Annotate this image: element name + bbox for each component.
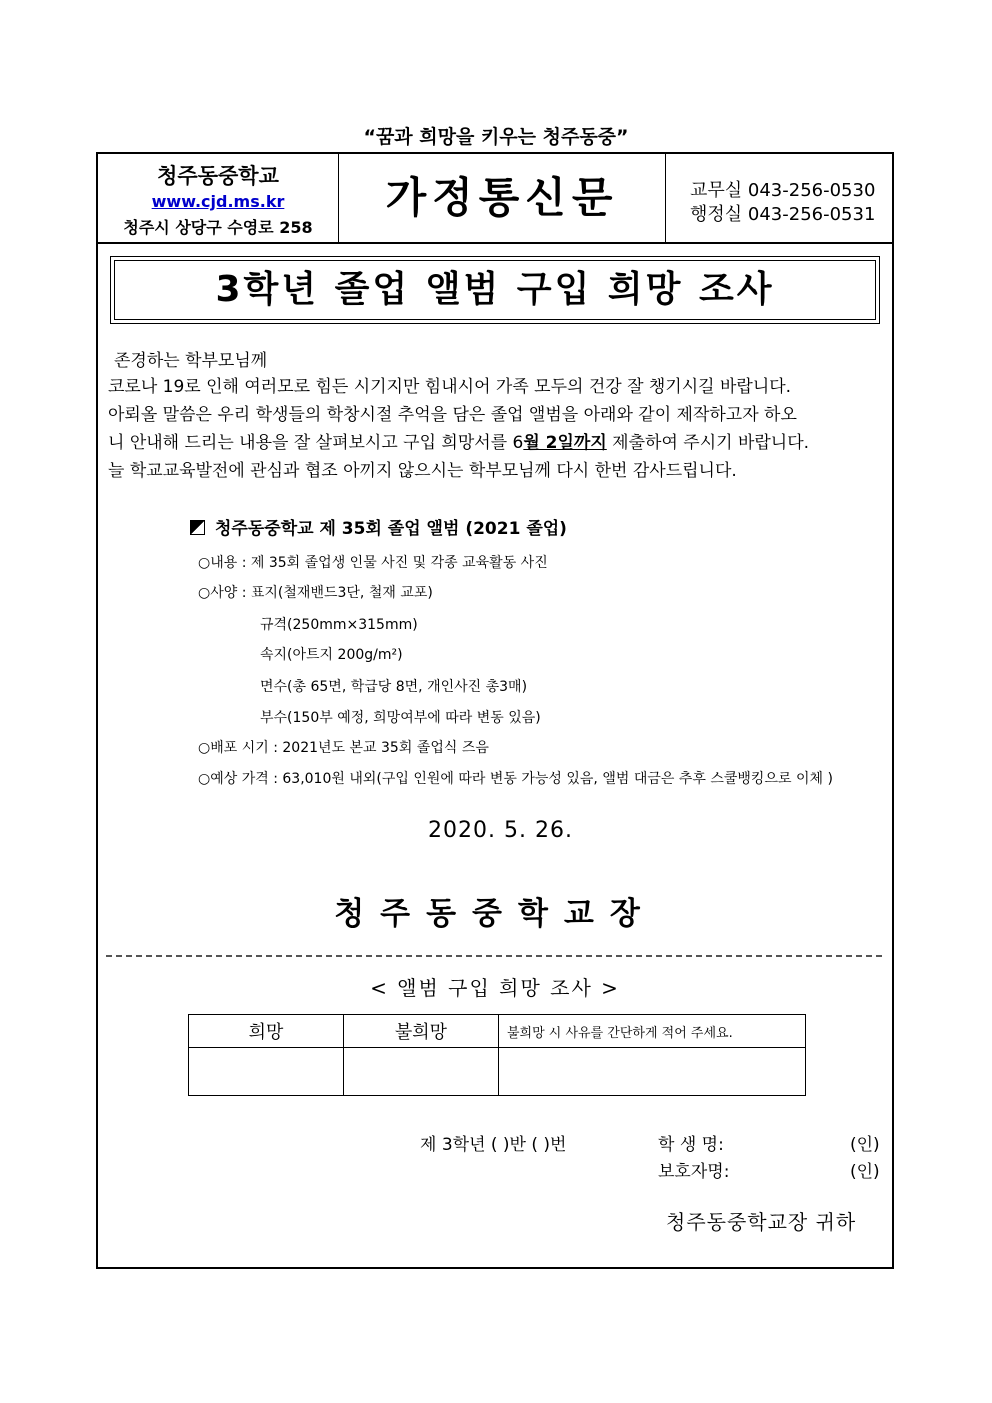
- school-info: [98, 154, 339, 242]
- addressee: 청주동중학교장 귀하: [666, 1210, 857, 1234]
- contact-admin-office: 행정실 043-256-0531: [690, 204, 876, 225]
- survey-table: [188, 1014, 806, 1096]
- contact-info: [666, 154, 892, 242]
- notice-date: 2020. 5. 26.: [428, 818, 573, 843]
- col-not-want: 불희망: [344, 1015, 499, 1048]
- not-want-answer-cell[interactable]: [344, 1048, 499, 1096]
- body-paragraph-3-end: 제출하여 주시기 바랍니다.: [606, 433, 810, 453]
- deadline-emphasis: 월 2일까지: [523, 433, 607, 453]
- principal-name: 청주동중학교장: [334, 896, 656, 932]
- want-answer-cell[interactable]: [189, 1048, 344, 1096]
- album-distribution: ○배포 시기 : 2021년도 본교 35회 졸업식 즈음: [198, 740, 489, 756]
- col-want: 희망: [189, 1015, 344, 1048]
- album-spec-copies: 부수(150부 예정, 희망여부에 따라 변동 있음): [260, 710, 541, 726]
- school-name: 청주동중학교: [157, 164, 279, 188]
- album-price: ○예상 가격 : 63,010원 내외(구입 인원에 따라 변동 가능성 있음, 앨범 대금은 추후 스쿨뱅킹으로 이체 ): [198, 771, 833, 787]
- letterhead: [98, 154, 892, 244]
- slogan: “꿈과 희망을 키우는 청주동중”: [363, 126, 629, 148]
- body-paragraph-2: 아뢰올 말씀은 우리 학생들의 학창시절 추억을 담은 졸업 앨범을 아래와 같이 제작하고자 하오: [108, 405, 797, 425]
- notice-frame: [96, 152, 894, 1269]
- survey-title: < 앨범 구입 희망 조사 >: [370, 976, 620, 1000]
- body-paragraph-1: 코로나 19로 인해 여러모로 힘든 시기지만 힘내시어 가족 모두의 건강 잘 챙기시길 바랍니다.: [108, 377, 792, 397]
- parent-name-label: 보호자명:: [658, 1162, 730, 1182]
- album-spec-pages: 면수(총 65면, 학급당 8면, 개인사진 총3매): [260, 679, 528, 695]
- cut-line: [106, 955, 882, 957]
- album-section-title: [190, 514, 567, 539]
- school-address: 청주시 상당구 수영로 258: [123, 218, 313, 237]
- square-bullet-icon: [190, 520, 205, 535]
- contact-academic-office: 교무실 043-256-0530: [690, 180, 876, 201]
- greeting: 존경하는 학부모님께: [114, 351, 268, 371]
- body-paragraph-4: 늘 학교교육발전에 관심과 협조 아끼지 않으시는 학부모님께 다시 한번 감사드립니다.: [108, 461, 737, 481]
- album-spec-paper: 속지(아트지 200g/m²): [260, 647, 403, 663]
- school-website-link[interactable]: www.cjd.ms.kr: [151, 192, 285, 211]
- notice-title-box: [110, 256, 880, 324]
- album-spec: ○사양 : 표지(철재밴드3단, 철재 교포): [198, 585, 433, 601]
- col-reason: 불희망 시 사유를 간단하게 적어 주세요.: [499, 1015, 806, 1048]
- parent-seal: (인): [850, 1162, 880, 1182]
- document-title: 가정통신문: [339, 154, 666, 242]
- class-number-line: 제 3학년 ( )반 ( )번: [420, 1135, 567, 1155]
- body-paragraph-3: [108, 428, 888, 453]
- student-name-label: 학 생 명:: [658, 1135, 724, 1155]
- reason-answer-cell[interactable]: [499, 1048, 806, 1096]
- album-title-text: 청주동중학교 제 35회 졸업 앨범 (2021 졸업): [215, 519, 567, 539]
- notice-title: 3학년 졸업 앨범 구입 희망 조사: [114, 260, 876, 320]
- album-spec-size: 규격(250mm×315mm): [260, 617, 418, 633]
- survey-answer-row: [189, 1048, 806, 1096]
- survey-header-row: [189, 1015, 806, 1048]
- student-seal: (인): [850, 1135, 880, 1155]
- body-paragraph-3-start: 니 안내해 드리는 내용을 잘 살펴보시고 구입 희망서를 6: [108, 433, 524, 453]
- album-content: ○내용 : 제 35회 졸업생 인물 사진 및 각종 교육활동 사진: [198, 555, 548, 571]
